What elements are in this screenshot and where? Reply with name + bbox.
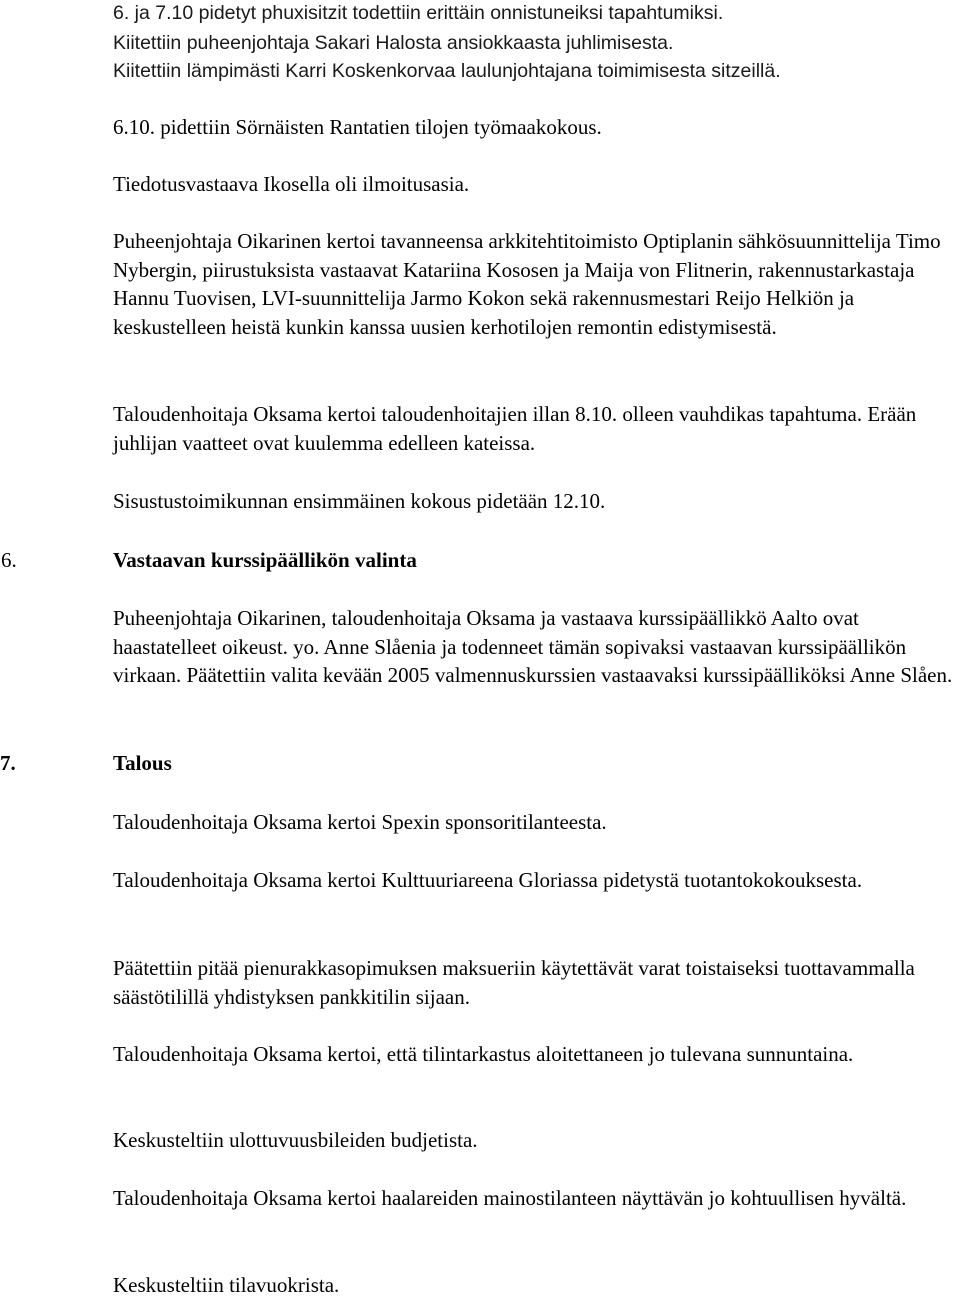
paragraph-audit (113, 1040, 959, 1069)
text-line-thanks-songleader: Kiitettiin lämpimästi Karri Koskenkorvaa laulunjohtajana toimimisesta sitzeillä. (113, 60, 781, 82)
text-line-phuxisitzit: 6. ja 7.10 pidetyt phuxisitzit todettiin erittäin onnistuneiksi tapahtumiksi. (113, 2, 724, 24)
paragraph-text: Taloudenhoitaja Oksama kertoi Spexin sponsoritilanteesta. (113, 810, 607, 834)
paragraph-spex-sponsors (113, 808, 959, 837)
section-7-number: 7. (0, 751, 16, 775)
paragraph-course-manager-selection (113, 604, 959, 690)
paragraph-rents (113, 1271, 959, 1300)
paragraph-text: Puheenjohtaja Oikarinen kertoi tavanneensa arkkitehtitoimisto Optiplanin sähkösuunnittelija Timo Nybergin, piirustuksista vastaavat Katariina Kososen ja Maija von Flitnerin, rakennustarkastaja Hannu Tuovisen, LVI-suunnittelija Jarmo Kokon sekä rakennusmestari Reijo Helkiön ja keskustelleen heistä kunkin kanssa uusien kerhotilojen remontin edistymisestä. (113, 229, 941, 340)
paragraph-party-budget (113, 1126, 959, 1155)
paragraph-renovation-report (113, 227, 959, 342)
text-line-thanks-chair: Kiitettiin puheenjohtaja Sakari Halosta ansiokkaasta juhlimisesta. (113, 32, 674, 54)
paragraph-production-meeting (113, 866, 959, 895)
paragraph-text: Sisustustoimikunnan ensimmäinen kokous pidetään 12.10. (113, 489, 606, 513)
paragraph-overall-ads (113, 1184, 959, 1213)
paragraph-text: Taloudenhoitaja Oksama kertoi taloudenhoitajien illan 8.10. olleen vauhdikas tapahtuma. Erään juhlijan vaatteet ovat kuulemma edelleen kateissa. (113, 402, 917, 455)
paragraph-text: Päätettiin pitää pienurakkasopimuksen maksueriin käytettävät varat toistaiseksi tuottavammalla säästötilillä yhdistyksen pankkitilin sijaan. (113, 956, 915, 1009)
section-6-title: Vastaavan kurssipäällikön valinta (113, 548, 417, 572)
paragraph-text: Taloudenhoitaja Oksama kertoi Kulttuuriareena Gloriassa pidetystä tuotantokokouksesta. (113, 868, 863, 892)
paragraph-treasurers-evening (113, 400, 959, 457)
section-6-number: 6. (1, 548, 17, 572)
paragraph-text: Taloudenhoitaja Oksama kertoi haalareiden mainostilanteen näyttävän jo kohtuullisen hyvältä. (113, 1186, 907, 1210)
paragraph-text: Keskusteltiin ulottuvuusbileiden budjetista. (113, 1128, 478, 1152)
text-line-announcement: Tiedotusvastaava Ikosella oli ilmoitusasia. (113, 172, 470, 196)
paragraph-interior-committee (113, 487, 959, 516)
section-7-title: Talous (113, 751, 172, 775)
text-line-worksite-meeting: 6.10. pidettiin Sörnäisten Rantatien tilojen työmaakokous. (113, 115, 602, 139)
paragraph-text: Taloudenhoitaja Oksama kertoi, että tilintarkastus aloitettaneen jo tulevana sunnuntaina. (113, 1042, 854, 1066)
paragraph-savings-account (113, 954, 959, 1011)
paragraph-text: Puheenjohtaja Oikarinen, taloudenhoitaja Oksama ja vastaava kurssipäällikkö Aalto ovat haastatelleet oikeust. yo. Anne Slåenia ja todenneet tämän sopivaksi vastaavan kurssipäällikön virkaan. Päätettiin valita kevään 2005 valmennuskurssien vastaavaksi kurssipäälliköksi Anne Slåen. (113, 606, 953, 688)
paragraph-text: Keskusteltiin tilavuokrista. (113, 1273, 340, 1297)
